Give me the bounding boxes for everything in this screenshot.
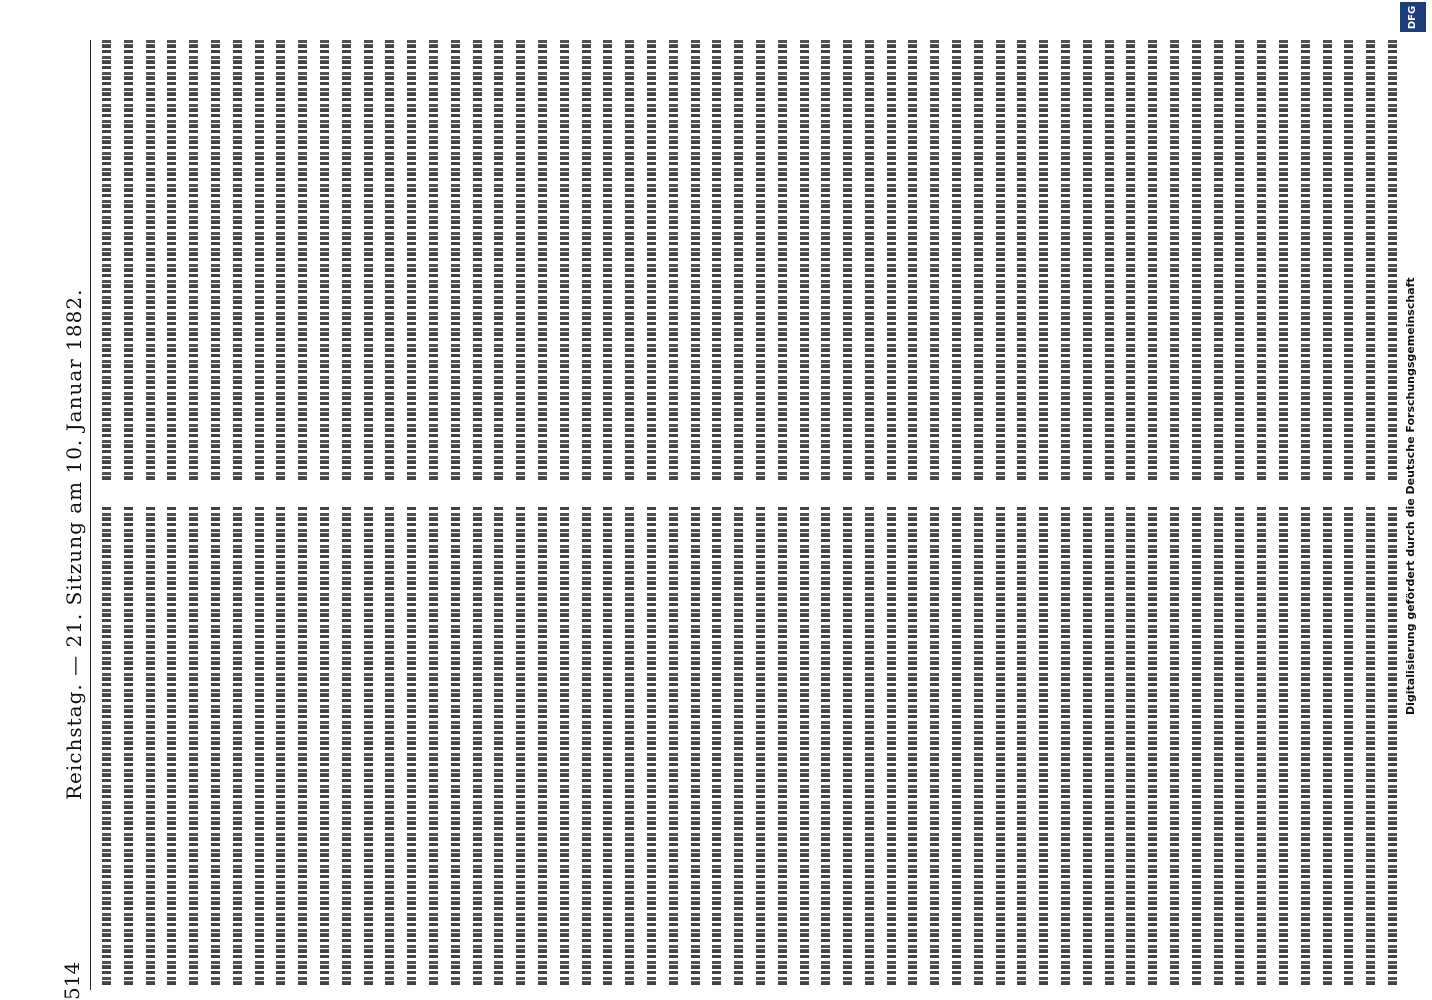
header-rule [90,40,91,990]
page-number: 514 [60,961,84,1000]
right-column [96,40,1404,480]
funding-note: Digitalisierung gefördert durch die Deutsche Forschungsgemeinschaft [1404,277,1417,715]
dfg-badge-label: DFG [1407,5,1419,29]
column-divider [90,492,1430,493]
dfg-badge [1400,2,1426,32]
left-column [96,505,1404,985]
running-title: Reichstag. — 21. Sitzung am 10. Januar 1882. [62,288,86,800]
